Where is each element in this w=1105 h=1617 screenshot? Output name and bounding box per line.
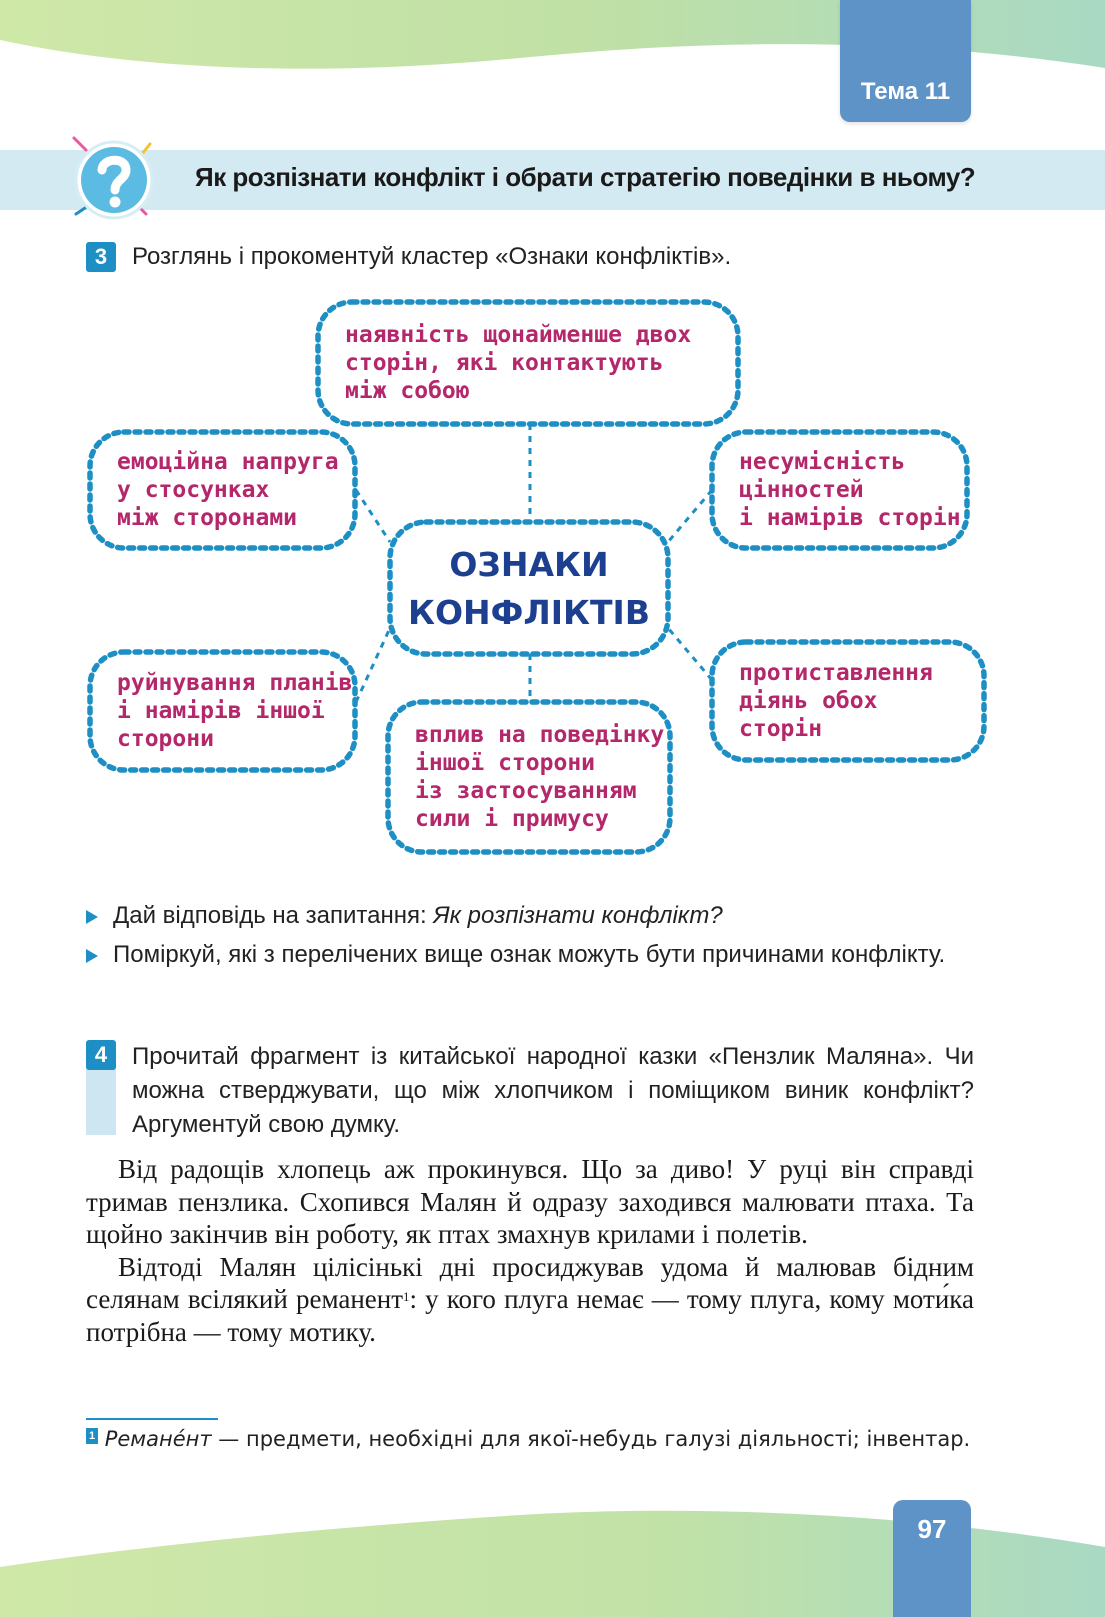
cluster-center-text: КОНФЛІКТІВ xyxy=(408,593,650,632)
cluster-connector xyxy=(668,628,712,680)
cluster-node xyxy=(318,302,738,424)
cluster-node-text: цінностей xyxy=(739,477,864,503)
bullet-text-italic: Як розпізнати конфлікт? xyxy=(433,902,723,929)
cluster-connector xyxy=(668,490,712,542)
story-fragment xyxy=(86,1153,974,1348)
footnote-term: Реманéнт xyxy=(104,1427,212,1451)
conflict-signs-cluster xyxy=(60,290,1020,880)
bullet-reflect xyxy=(86,938,976,972)
cluster-node-text: сторони xyxy=(117,726,214,752)
cluster-node-text: наявність щонайменше двох xyxy=(345,322,692,348)
cluster-node-text: сторін, які контактують xyxy=(345,350,664,376)
bullet-text xyxy=(86,899,976,933)
cluster-node-text: сторін xyxy=(739,716,823,742)
bullet-text: Поміркуй, які з перелічених вище ознак можуть бути причинами конфлікту. xyxy=(113,941,946,968)
cluster-node-text: іншої сторони xyxy=(415,750,596,776)
cluster-node xyxy=(90,432,355,548)
cluster-node xyxy=(388,702,670,852)
task-number-4: 4 xyxy=(86,1040,116,1070)
bullet-triangle-icon xyxy=(86,949,98,963)
question-title: Як розпізнати конфлікт і обрати стратегію поведінки в ньому? xyxy=(195,162,976,192)
cluster-node-text: із застосуванням xyxy=(415,778,637,804)
cluster-node xyxy=(90,652,355,770)
cluster-node-text: між сторонами xyxy=(117,505,298,531)
footnote-definition: — предмети, необхідні для якої-небудь галузі діяльності; інвентар. xyxy=(211,1427,971,1451)
story-paragraph-2-text: Відтоді Малян цілісінькі дні просиджував удома й малював бідним селянам всілякий реманент xyxy=(86,1251,974,1314)
cluster-node xyxy=(712,642,984,760)
cluster-node xyxy=(712,432,967,548)
task-number-3: 3 xyxy=(86,242,116,272)
cluster-node-text: вплив на поведінку xyxy=(415,722,665,748)
cluster-node-text: емоційна напруга xyxy=(117,449,339,475)
bullet-text-plain: Дай відповідь на запитання: xyxy=(113,902,434,929)
cluster-node-text: між собою xyxy=(345,378,470,404)
bullet-triangle-icon xyxy=(86,910,98,924)
topic-tab xyxy=(840,0,971,122)
footnote-divider xyxy=(86,1418,218,1420)
footnote-reference: 1 xyxy=(403,1289,410,1304)
cluster-node-text: діянь обох xyxy=(739,688,878,714)
cluster-node-text: у стосунках xyxy=(117,477,270,503)
topic-label: Тема 11 xyxy=(860,78,951,105)
cluster-center xyxy=(390,522,668,654)
story-paragraph-2 xyxy=(86,1251,974,1349)
page-number-tab xyxy=(893,1500,971,1617)
cluster-node-text: сили і примусу xyxy=(415,806,609,832)
cluster-node-text: протиставлення xyxy=(739,660,933,686)
story-paragraph-1: Від радощів хлопець аж прокинувся. Що за диво! У руці він справді тримав пензлика. Схопився Малян й одразу заходився малювати птаха. Та щойно закінчив він роботу, як птах змахнув крилами і полетів. xyxy=(86,1154,974,1249)
footnote-mark: 1 xyxy=(86,1428,98,1444)
cluster-node-text: руйнування планів xyxy=(117,670,353,696)
task-4-instruction: Прочитай фрагмент із китайської народної казки «Пензлик Маляна». Чи можна стверджувати, що між хлопчиком і поміщиком виник конфлікт? Аргументуй свою думку. xyxy=(132,1043,974,1138)
cluster-node-text: і намірів сторін xyxy=(739,505,961,531)
page-number: 97 xyxy=(917,1514,947,1544)
question-mark-icon xyxy=(66,132,162,228)
cluster-connector xyxy=(356,628,390,702)
cluster-node-text: несумісність xyxy=(739,449,906,475)
task-3-instruction: Розглянь і прокоментуй кластер «Ознаки конфліктів». xyxy=(132,243,732,270)
footnote xyxy=(86,1424,974,1454)
bullet-question xyxy=(86,899,976,933)
story-paragraph-2-rest: : у кого плуга немає — тому плуга, кому моти́ка потрібна — тому мотику. xyxy=(86,1284,974,1347)
cluster-center-text: ОЗНАКИ xyxy=(449,545,609,584)
cluster-node-text: і намірів іншої xyxy=(117,698,325,724)
cluster-connector xyxy=(356,490,390,542)
